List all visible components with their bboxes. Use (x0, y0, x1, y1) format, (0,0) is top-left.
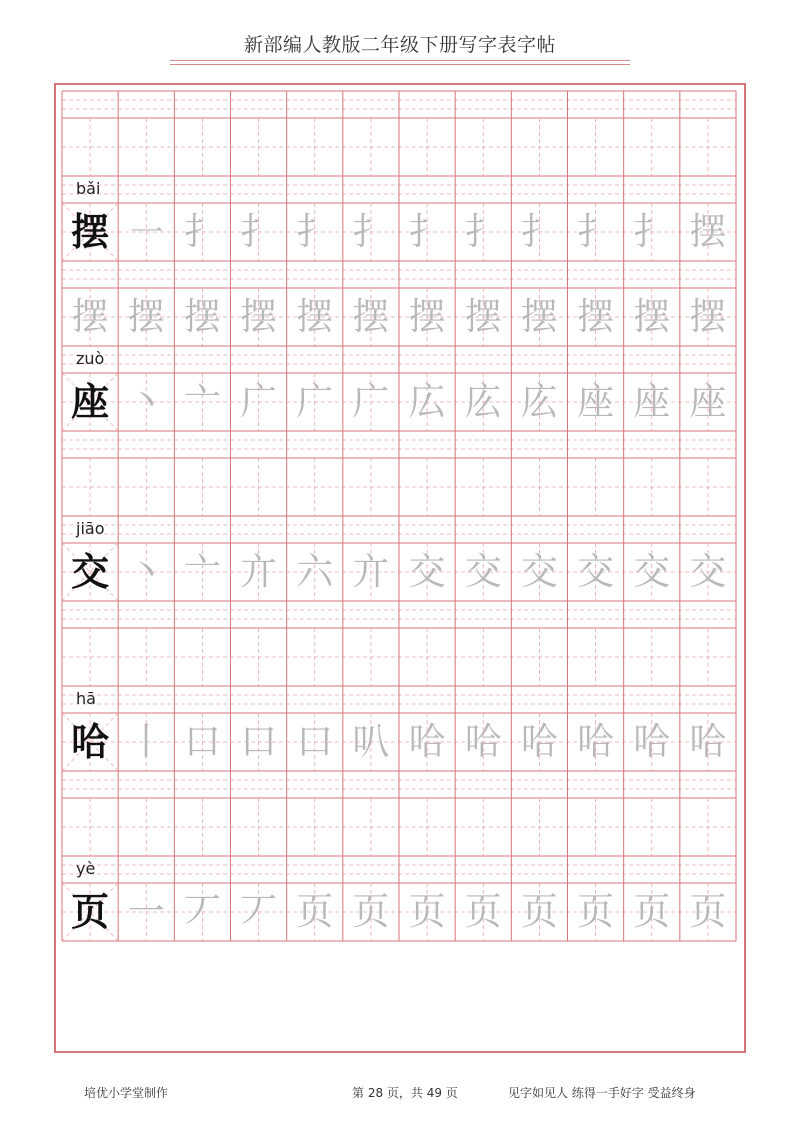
stroke-order-step: 口 (183, 720, 221, 763)
stroke-order-step: 哈 (464, 720, 502, 763)
model-character: 交 (71, 549, 110, 594)
stroke-order-step: 亠 (183, 380, 221, 423)
stroke-order-step: 哈 (408, 720, 446, 763)
tracing-character: 摆 (71, 295, 109, 338)
pinyin-label: hā (76, 689, 96, 708)
stroke-order-step: 交 (520, 550, 558, 593)
stroke-order-step: 交 (408, 550, 446, 593)
stroke-order-step: 广 (240, 380, 278, 423)
stroke-order-step: 页 (296, 890, 334, 933)
tracing-character: 摆 (633, 295, 671, 338)
stroke-order-step: 页 (520, 890, 558, 933)
stroke-order-step: 扌 (352, 210, 390, 253)
stroke-order-step: 交 (464, 550, 502, 593)
footer-left: 培优小学堂制作 (84, 1086, 169, 1100)
stroke-order-step: 亠 (183, 550, 221, 593)
stroke-order-step: 座 (689, 380, 727, 423)
model-character: 座 (71, 379, 110, 424)
stroke-order-step: 一 (127, 890, 165, 933)
stroke-order-step: 扌 (464, 210, 502, 253)
stroke-order-step: 摆 (689, 210, 727, 253)
tracing-character: 摆 (689, 295, 727, 338)
stroke-order-step: 丶 (127, 380, 165, 423)
stroke-order-step: 口 (240, 720, 278, 763)
pinyin-label: yè (76, 859, 96, 878)
pinyin-label: jiāo (76, 519, 105, 538)
stroke-order-step: 交 (577, 550, 615, 593)
stroke-order-step: 扌 (408, 210, 446, 253)
stroke-order-step: 座 (633, 380, 671, 423)
stroke-order-step: 扌 (520, 210, 558, 253)
stroke-order-step: 座 (577, 380, 615, 423)
stroke-order-step: 丶 (127, 550, 165, 593)
stroke-order-step: 扌 (296, 210, 334, 253)
stroke-order-step: 扌 (240, 210, 278, 253)
stroke-order-step: 扌 (633, 210, 671, 253)
stroke-order-step: 页 (689, 890, 727, 933)
stroke-order-step: 六 (296, 550, 334, 593)
stroke-order-step: 哈 (633, 720, 671, 763)
model-character: 页 (71, 889, 110, 934)
tracing-character: 摆 (520, 295, 558, 338)
tracing-character: 摆 (183, 295, 221, 338)
stroke-order-step: 亣 (240, 550, 278, 593)
footer-center: 第 28 页，共 49 页 (352, 1086, 458, 1100)
stroke-order-step: 扌 (183, 210, 221, 253)
stroke-order-step: 哈 (689, 720, 727, 763)
footer-right: 见字如见人 练得一手好字 受益终身 (508, 1086, 696, 1100)
pinyin-label: zuò (76, 349, 105, 368)
stroke-order-step: 哈 (577, 720, 615, 763)
stroke-order-step: 丨 (127, 720, 165, 763)
stroke-order-step: ㇐ (127, 210, 165, 253)
pinyin-label: bǎi (76, 179, 101, 198)
stroke-order-step: 庅 (464, 380, 502, 423)
model-character: 哈 (71, 719, 110, 764)
stroke-order-step: 交 (633, 550, 671, 593)
stroke-order-step: 丆 (240, 890, 278, 933)
stroke-order-step: 口 (296, 720, 334, 763)
stroke-order-step: 哈 (520, 720, 558, 763)
stroke-order-step: 叭 (352, 720, 390, 763)
model-character: 摆 (71, 209, 110, 254)
tracing-character: 摆 (240, 295, 278, 338)
page-title: 新部编人教版二年级下册写字表字帖 (243, 34, 556, 56)
stroke-order-step: 页 (352, 890, 390, 933)
tracing-character: 摆 (127, 295, 165, 338)
stroke-order-step: 庅 (520, 380, 558, 423)
stroke-order-step: 交 (689, 550, 727, 593)
tracing-character: 摆 (408, 295, 446, 338)
stroke-order-step: 丆 (183, 890, 221, 933)
stroke-order-step: 页 (577, 890, 615, 933)
stroke-order-step: 扌 (577, 210, 615, 253)
stroke-order-step: 广 (352, 380, 390, 423)
stroke-order-step: 页 (633, 890, 671, 933)
stroke-order-step: 页 (408, 890, 446, 933)
stroke-order-step: 亣 (352, 550, 390, 593)
tracing-character: 摆 (577, 295, 615, 338)
stroke-order-step: 页 (464, 890, 502, 933)
tracing-character: 摆 (352, 295, 390, 338)
stroke-order-step: 広 (408, 380, 446, 423)
tracing-character: 摆 (464, 295, 502, 338)
tracing-character: 摆 (296, 295, 334, 338)
stroke-order-step: 广 (296, 380, 334, 423)
